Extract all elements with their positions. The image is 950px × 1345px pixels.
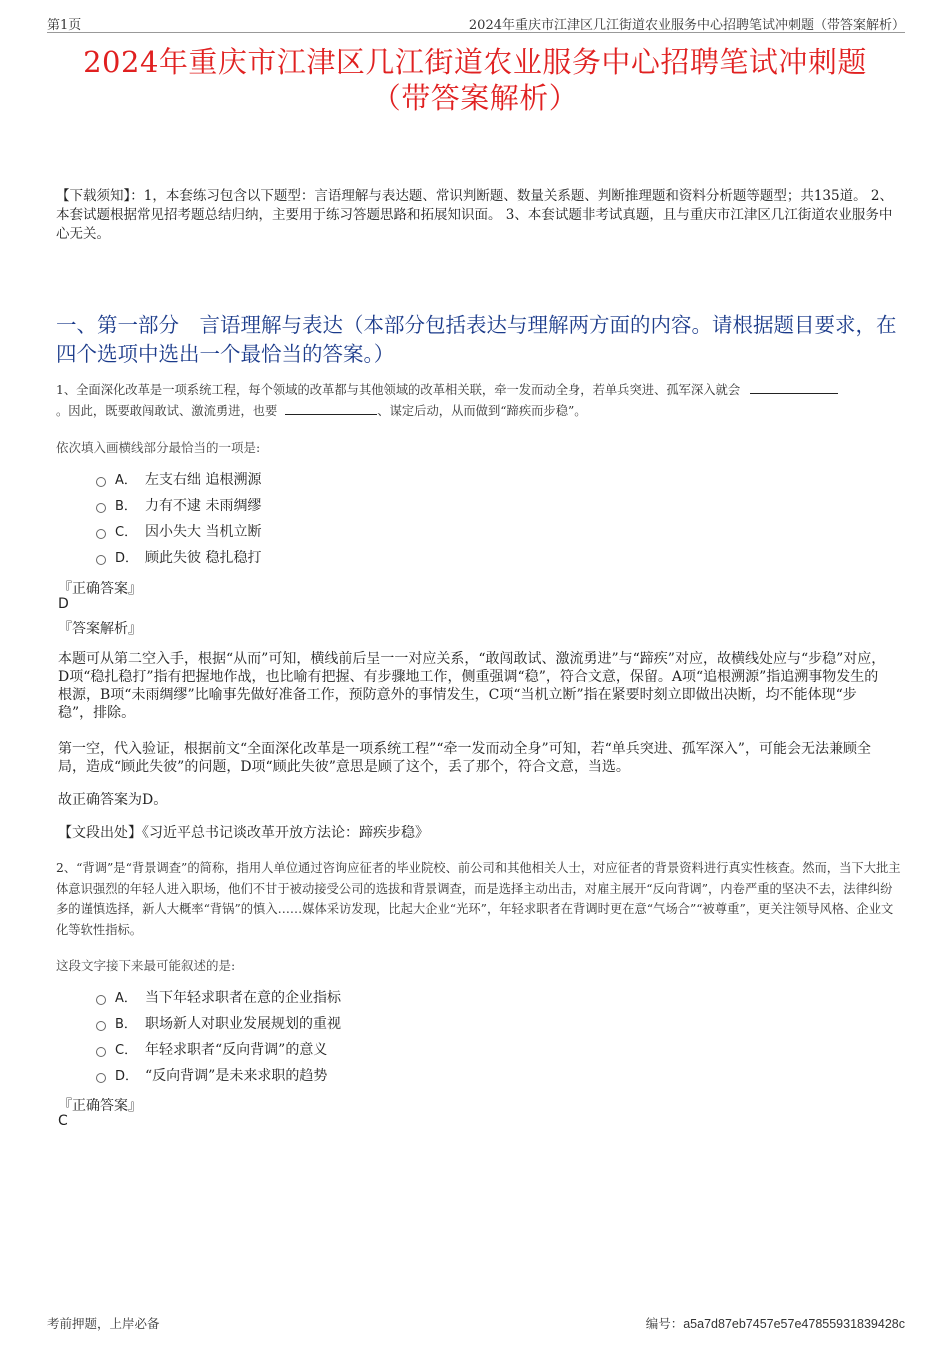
question-1-stem-part2: 。因此，既要敢闯敢试、激流勇进，也要 [56,403,278,418]
blank-1 [750,382,838,394]
question-1-stem-part3: 、谋定后动，从而做到“蹄疾而步稳”。 [377,403,587,418]
radio-icon[interactable] [96,1021,106,1031]
footer-slogan: 考前押题，上岸必备 [47,1316,160,1331]
radio-icon[interactable] [96,503,106,513]
analysis-paragraph-2: 第一空，代入验证，根据前文“全面深化改革是一项系统工程”“牵一发而动全身”可知，若“单兵突进、孤军深入”，可能会无法兼顾全局，造成“顾此失彼”的问题，D项“顾此失彼”意思是顾了这个，丢了那个，符合文意，当选。 [58,741,871,775]
question-1-answer: D [58,596,69,612]
question-2-option-c[interactable]: C． 年轻求职者“反向背调”的意义 [96,1040,327,1060]
running-header: 2024年重庆市江津区几江街道农业服务中心招聘笔试冲刺题（带答案解析） [468,18,905,33]
analysis-source: 【文段出处】《习近平总书记谈改革开放方法论：蹄疾步稳》 [58,825,429,841]
doc-title: 2024年重庆市江津区几江街道农业服务中心招聘笔试冲刺题 [83,45,867,79]
radio-icon[interactable] [96,1047,106,1057]
question-1-stem [56,380,901,421]
question-1-option-c[interactable]: C． 因小失大 当机立断 [96,522,261,542]
radio-icon[interactable] [96,995,106,1005]
header-divider [47,32,905,33]
page-number: 第1页 [47,18,82,33]
blank-2 [285,403,377,415]
question-2-option-a[interactable]: A． 当下年轻求职者在意的企业指标 [96,988,341,1008]
radio-icon[interactable] [96,555,106,565]
question-2-option-b[interactable]: B． 职场新人对职业发展规划的重视 [96,1014,341,1034]
question-2-prompt: 这段文字接下来最可能叙述的是: [56,958,236,973]
analysis-conclusion: 故正确答案为D。 [58,792,168,808]
radio-icon[interactable] [96,1073,106,1083]
question-1-stem-part1: 1、全面深化改革是一项系统工程，每个领域的改革都与其他领域的改革相关联，牵一发而动全身，若单兵突进、孤军深入就会 [56,383,741,397]
section-heading: 一、第一部分 言语理解与表达（本部分包括表达与理解两方面的内容。请根据题目要求，在四个选项中选出一个最恰当的答案。） [56,313,897,366]
question-2-answer: C [58,1113,68,1129]
question-2-answer-label: 『正确答案』 [58,1098,142,1114]
analysis-paragraph-1: 本题可从第二空入手，根据“从而”可知，横线前后呈一一对应关系，“敢闯敢试、激流勇进”与“蹄疾”对应，故横线处应与“步稳”对应，D项“稳扎稳打”指有把握地作战，也比喻有把握、有步骤地工作，侧重强调“稳”，符合文意，保留。A项“追根溯源”指追溯事物发生的根源，B项“未雨绸缪”比喻事先做好准备工作，预防意外的事情发生，C项“当机立断”指在紧要时刻立即做出决断，均不能体现“步稳”，排除。 [58,651,886,721]
doc-title-sub: （带答案解析） [371,81,579,115]
footer-code-value: a5a7d87eb7457e57e47855931839428c [683,1317,905,1331]
question-1-analysis-label: 『答案解析』 [58,621,142,637]
question-1-prompt: 依次填入画横线部分最恰当的一项是: [56,440,261,455]
download-notice: 【下载须知】：1，本套练习包含以下题型：言语理解与表达题、常识判断题、数量关系题、判断推理题和资料分析题等题型；共135道。 2、本套试题根据常见招考题总结归纳，主要用于练习答题思路和拓展知识面。 3、本套试题非考试真题，且与重庆市江津区几江街道农业服务中心无关。 [56,188,893,242]
footer-code-label: 编号： [645,1316,684,1331]
question-1-option-d[interactable]: D． 顾此失彼 稳扎稳打 [96,548,261,568]
question-1-option-a[interactable]: A． 左支右绌 追根溯源 [96,470,261,490]
radio-icon[interactable] [96,477,106,487]
radio-icon[interactable] [96,529,106,539]
question-1-option-b[interactable]: B． 力有不逮 未雨绸缪 [96,496,261,516]
question-2-option-d[interactable]: D． “反向背调”是未来求职的趋势 [96,1066,327,1086]
footer-code [646,1314,905,1332]
question-2-stem: 2、“背调”是“背景调查”的简称，指用人单位通过咨询应征者的毕业院校、前公司和其他相关人士，对应征者的背景资料进行真实性核查。然而，当下大批主体意识强烈的年轻人进入职场，他们不甘于被动接受公司的选拔和背景调查，而是选择主动出击，对雇主展开“反向背调”，内卷严重的坚决不去，法律纠纷多的谨慎选择，新人大概率“背锅”的慎入……媒体采访发现，比起大企业“光环”，年轻求职者在背调时更在意“气场合”“被尊重”，更关注领导风格、企业文化等软性指标。 [56,861,901,937]
question-1-answer-label: 『正确答案』 [58,581,142,597]
